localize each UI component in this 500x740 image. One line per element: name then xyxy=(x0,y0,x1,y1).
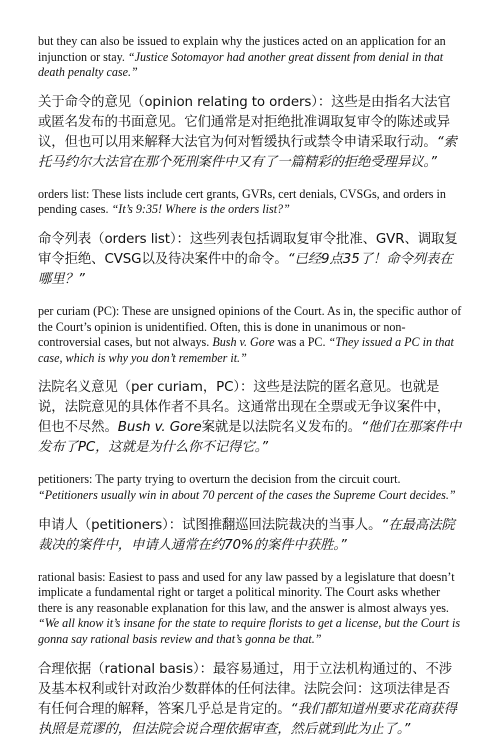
example-quote: “我们都知道州要求花商获得执照是荒谬的，但法院会说合理依据审查，然后就到此为止了。” xyxy=(38,701,457,737)
definition-text: per curiam (PC): These are unsigned opinions of the Court. As in, the specific author of the Court’s opinion is unidentified. Often, this is done in unanimous or non-controversial cases, but not always. xyxy=(38,303,462,350)
definition-text: 关于命令的意见（opinion relating to orders）：这些是由指名大法官或匿名发布的书面意见。它们通常是对拒绝批准调取复审令的陈述或异议，但也可以用来解释大法官为何对暂缓执行或禁令申请采取行动。 xyxy=(38,94,451,150)
chinese-paragraph xyxy=(38,378,462,458)
definition-text: rational basis: Easiest to pass and used for any law passed by a legislature that doesn’t implicate a fundamental right or target a political minority. The Court asks whether there is any reasonable explanation for this law, and the answer is almost always yes. xyxy=(38,569,455,615)
definition-text: but they can also be issued to explain why the justices acted on an application for an injunction or stay. xyxy=(38,34,446,64)
chinese-paragraph xyxy=(38,230,462,290)
definition-text: petitioners: The party trying to overturn the decision from the circuit court. xyxy=(38,472,401,487)
example-quote: “已经9点35了！命令列表在哪里？” xyxy=(38,251,453,287)
english-paragraph xyxy=(38,472,462,503)
chinese-paragraph xyxy=(38,93,462,173)
example-quote: Bush v. Gore xyxy=(212,335,275,350)
example-quote: “Justice Sotomayor had another great dissent from denial in that death penalty case.” xyxy=(38,49,444,80)
definition-text: 命令列表（orders list）：这些列表包括调取复审令批准、GVR、调取复审令拒绝、CVSG以及待决案件中的命令。 xyxy=(38,231,458,267)
chinese-paragraph xyxy=(38,516,462,556)
english-paragraph xyxy=(38,187,462,218)
definition-text: 法院名义意见（per curiam，PC）：这些是法院的匿名意见。也就是说，法院意见的具体作者不具名。这通常出现在全票或无争议案件中，但也不尽然。 xyxy=(38,380,451,436)
example-quote: “It’s 9:35! Where is the orders list?” xyxy=(111,202,290,217)
definition-text: orders list: These lists include cert grants, GVRs, cert denials, CVSGs, and orders in pending cases. xyxy=(38,186,446,217)
english-paragraph xyxy=(38,570,462,648)
definition-text: was a PC. xyxy=(274,335,329,350)
example-quote: “They issued a PC in that case, which is why you don’t remember it.” xyxy=(38,335,454,365)
example-quote: “索托马约尔大法官在那个死刑案件中又有了一篇精彩的拒绝受理异议。” xyxy=(38,134,457,170)
chinese-paragraph xyxy=(38,660,462,740)
example-quote: “We all know it’s insane for the state to require florists to get a license, but the Court is gonna say rational basis review and that’s gonna be that.” xyxy=(38,616,461,646)
example-quote: “在最高法院裁决的案件中，申请人通常在约70%的案件中获胜。” xyxy=(38,517,455,553)
definition-text: 合理依据（rational basis）：最容易通过，用于立法机构通过的、不涉及基本权利或针对政治少数群体的任何法律。法院会问：这项法律是否有任何合理的解释，答案几乎总是肯定的。 xyxy=(38,661,453,717)
definition-text: 案就是以法院名义发布的。 xyxy=(201,420,362,436)
example-quote: Bush v. Gore xyxy=(117,420,202,436)
english-paragraph xyxy=(38,304,462,366)
english-paragraph xyxy=(38,34,462,81)
example-quote: “他们在那案件中发布了PC，这就是为什么你不记得它。” xyxy=(38,420,461,456)
example-quote: “Petitioners usually win in about 70 percent of the cases the Supreme Court decides.” xyxy=(38,487,456,502)
definition-text: 申请人（petitioners）：试图推翻巡回法院裁决的当事人。 xyxy=(38,517,382,533)
